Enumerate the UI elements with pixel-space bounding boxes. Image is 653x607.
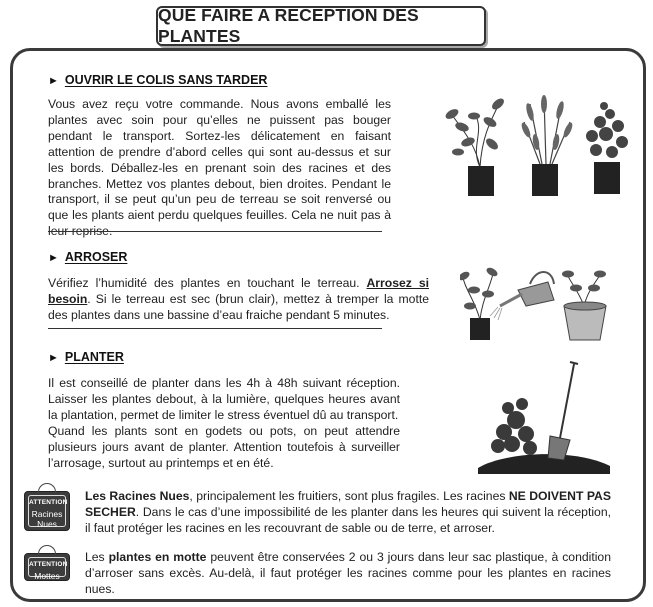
section-heading-plant: ► PLANTER: [48, 350, 124, 364]
section-heading-open: ► OUVRIR LE COLIS SANS TARDER: [48, 73, 268, 87]
section-heading-water: ► ARROSER: [48, 250, 128, 264]
arrow-icon: ►: [48, 352, 59, 364]
arrow-icon: ►: [48, 252, 59, 264]
attention-badge-pots: ATTENTION Mottes: [24, 553, 70, 581]
section-text-water: Vérifiez l’humidité des plantes en touchant le terreau. Arrosez si besoin. Si le terreau est sec (brun clair), mettez à tremper la motte des plantes dans une bassine d’eau fraiche pendant 5 minutes.: [48, 276, 429, 322]
divider: [48, 328, 382, 329]
arrow-icon: ►: [48, 75, 59, 87]
section-text-open: Vous avez reçu votre commande. Nous avons emballé les plantes avec soin pour qu’elles ne puissent pas bouger pendant le transport. Sortez-les délicatement en faisant attention de prendre d’abord celles qui sont au-dessus et sur les bords. Déballez-les en prenant soin des racines et des branches. Mettez vos plantes debout, bien droites. Pendant le transport, il se peut qu’un peu de terreau se soit renversé ou que les plants aient perdu quelques feuilles. Cela ne nuit pas à leur reprise.: [48, 97, 391, 239]
watering-illustration: [460, 260, 615, 345]
attention-badge-bare-roots: ATTENTION Racines Nues: [24, 491, 70, 531]
section-text-plant-1: Il est conseillé de planter dans les 4h à 48h suivant réception. Laisser les plantes debout, à la lumière, quelques heures avant la plantation, permet de limiter le stress éventuel dû au transport.: [48, 376, 400, 422]
note-text-pots: Les plantes en motte peuvent être conservées 2 ou 3 jours dans leur sac plastique, à condition d’arroser sans excès. Au-delà, il faut protéger les racines comme pour les plantes en racines nues.: [85, 550, 611, 596]
note-text-bare-roots: Les Racines Nues, principalement les fruitiers, sont plus fragiles. Les racines NE DOIVENT PAS SECHER. Dans le cas d’une impossibilité de les planter dans les heures qui suivent la réception, il faut protéger les racines en les recouvrant de sable ou de terre, et arroser.: [85, 489, 611, 535]
planting-illustration: [474, 360, 614, 478]
divider: [48, 231, 382, 232]
section-text-plant-2: Quand les plants sont en godets ou pots, on peut attendre plusieurs jours avant de planter. Attention toutefois à surveiller l’arrosage, surtout au printemps et en été.: [48, 424, 400, 470]
page-title: QUE FAIRE A RECEPTION DES PLANTES: [156, 6, 486, 46]
potted-plants-illustration: [440, 92, 636, 202]
